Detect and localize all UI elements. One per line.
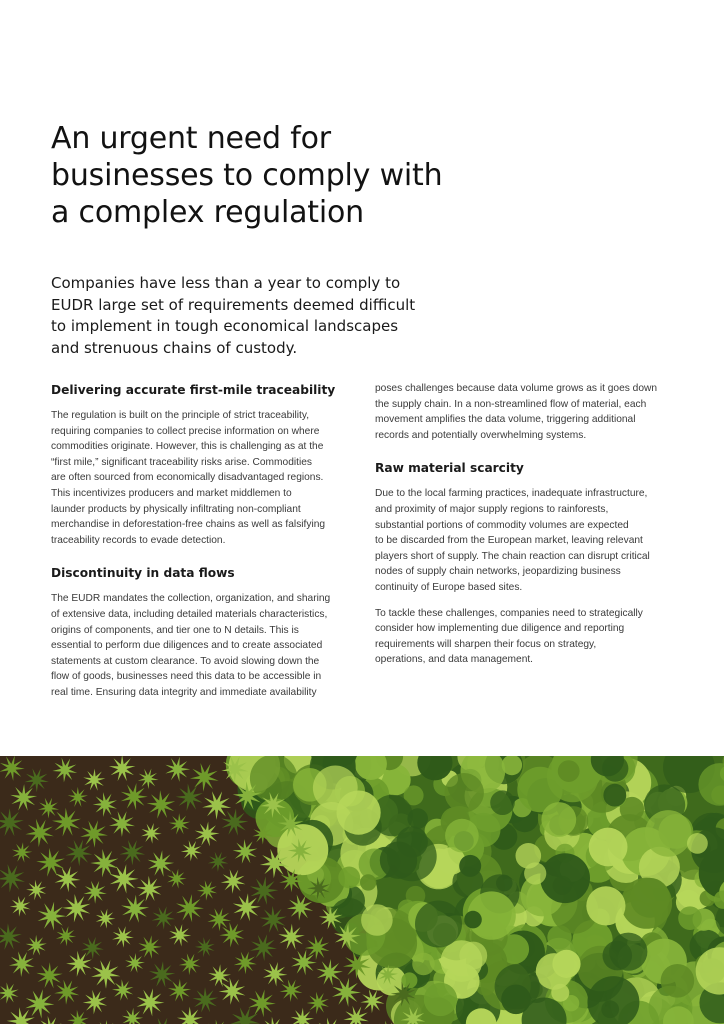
forest-canopy [541,802,576,837]
forest-canopy [459,855,481,877]
page-title [51,120,471,231]
forest-canopy [630,878,670,918]
lead-line: EUDR large set of requirements deemed difficult [51,295,416,314]
lead-line: to implement in tough economical landscapes [51,317,399,335]
body-line: Due to the local farming practices, inadequate infrastructure, [375,488,648,500]
left-column [51,381,349,701]
forest-canopy [687,833,708,854]
forest-canopy [445,819,479,853]
body-line: “first mile,” significant traceability risks arise. Commodities [51,456,312,468]
forest-canopy [524,862,546,884]
data-flows-continued-paragraph [375,381,675,443]
forest-canopy [464,911,482,929]
data-flows-paragraph [51,591,349,700]
body-line: merchandise in deforestation-free chains as well as falsifying [51,519,326,531]
body-line: origins of components, and tier one to N details. This is [51,624,299,636]
closing-paragraph [375,606,675,668]
right-column [375,381,675,668]
forest-canopy [415,901,462,948]
body-line: nodes of supply chain networks, jeopardizing business [375,566,621,578]
body-line: requirements will sharpen their focus on strategy, [375,638,597,650]
body-line: operations, and data management. [375,654,534,666]
forest-canopy [586,886,625,925]
body-line: are often sourced from economically disadvantaged regions. [51,472,324,484]
forest-canopy [445,773,484,812]
aerial-forest-illustration [0,756,724,1024]
body-line: records and potentially overwhelming systems. [375,429,587,441]
forest-canopy [609,933,647,971]
forest-canopy [441,940,483,982]
body-line: continuity of Europe based sites. [375,581,523,593]
body-line: To tackle these challenges, companies need to strategically [375,607,643,619]
body-line: to be discarded from the European market, leaving relevant [375,535,643,547]
forest-canopy [551,984,569,1002]
forest-canopy [250,756,298,802]
forest-canopy [337,791,381,835]
body-line: players short of supply. The chain reaction can disrupt critical [375,550,650,562]
title-line: businesses to comply with [51,158,443,193]
lead-line: and strenuous chains of custody. [51,338,298,357]
aerial-forest-photo [0,756,724,1024]
body-line: commodities originate. However, this is challenging as at the [51,441,324,453]
forest-canopy [552,950,580,978]
heading-first-mile-traceability: Delivering accurate first-mile traceability [51,383,336,397]
body-line: and proximity of major supply regions to rainforests, [375,503,609,515]
body-line: of extensive data, including detailed materials characteristics, [51,608,328,620]
scarcity-paragraph [375,486,675,595]
lead-paragraph [51,273,431,359]
body-line: The EUDR mandates the collection, organization, and sharing [51,593,331,605]
forest-canopy [424,983,457,1016]
forest-canopy [338,867,360,889]
forest-canopy [412,953,435,976]
forest-canopy [589,828,628,867]
title-line: An urgent need for [51,121,331,156]
body-line: flow of goods, businesses need this data to be accessible in [51,671,322,683]
heading-raw-material-scarcity: Raw material scarcity [375,461,524,476]
lead-line: Companies have less than a year to comply to [51,274,401,292]
heading-data-flows: Discontinuity in data flows [51,566,235,581]
body-line: traceability records to evade detection. [51,534,226,546]
forest-canopy [645,810,692,857]
forest-canopy [540,853,590,903]
body-line: The regulation is built on the principle of strict traceability, [51,410,310,421]
forest-canopy [678,906,702,930]
body-line: the supply chain. In a non-streamlined flow of material, each [375,398,647,410]
first-mile-paragraph [51,408,349,548]
body-line: real time. Ensuring data integrity and immediate availability [51,686,317,698]
forest-canopy [558,760,580,782]
body-line: movement amplifies the data volume, triggering additional [375,414,636,426]
body-line: This incentivizes producers and market middlemen to [51,487,292,499]
title-line: a complex regulation [51,195,364,230]
body-line: poses challenges because data volume grows as it goes down [375,383,658,394]
body-line: launder products by physically infiltrating non-compliant [51,503,301,515]
body-line: substantial portions of commodity volumes are expected [375,519,629,531]
forest-canopy [401,972,417,988]
forest-canopy [490,790,515,815]
forest-canopy [661,964,695,998]
body-line: consider how implementing due diligence and reporting [375,623,625,635]
forest-canopy [603,784,626,807]
body-line: essential to perform due diligences and to create associated [51,640,323,652]
body-line: statements at custom clearance. To avoid slowing down the [51,655,320,667]
body-line: requiring companies to collect precise information on where [51,425,320,437]
forest-canopy [380,842,417,879]
forest-canopy [361,904,393,936]
forest-canopy [360,874,376,890]
